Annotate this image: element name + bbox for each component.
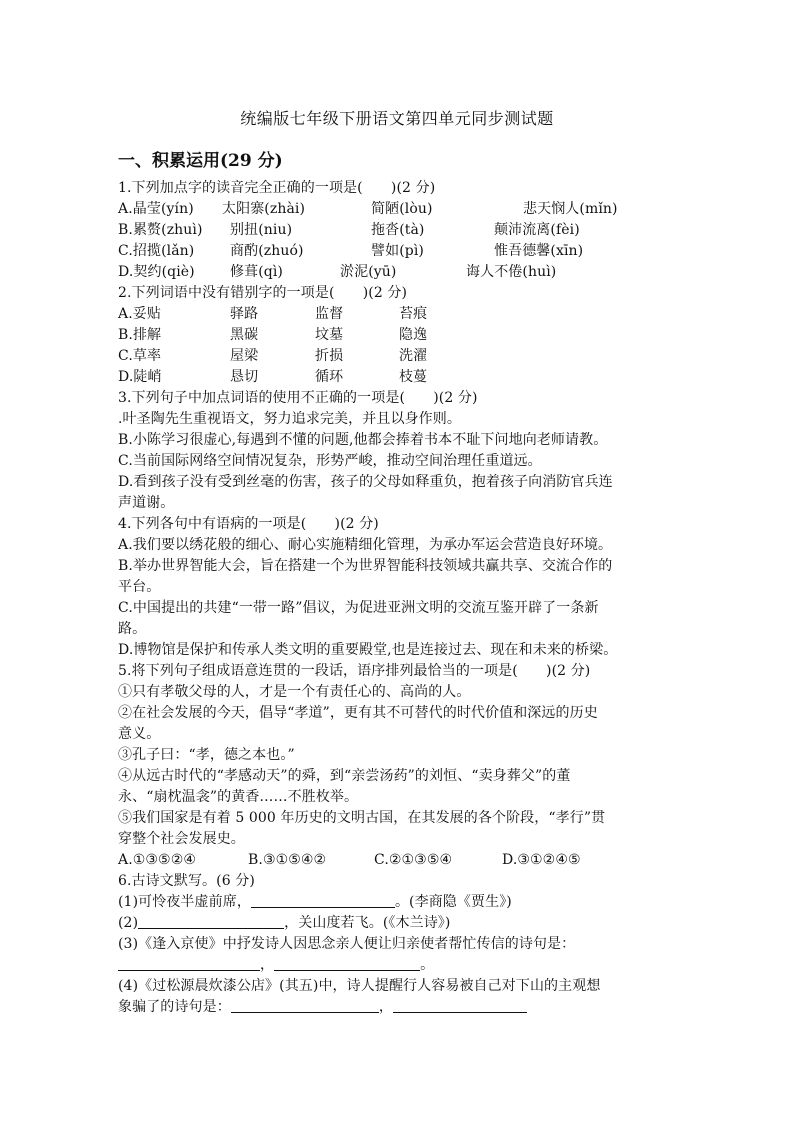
question-4-line: 平台。: [118, 579, 161, 595]
option-cell: 枝蔓: [399, 369, 428, 385]
separator: ，: [260, 957, 275, 973]
question-3-stem: 3.下列句子中加点词语的使用不正确的一项是( )(2 分): [118, 390, 478, 406]
option-cell: 修葺(qì): [230, 264, 283, 280]
separator: ，: [378, 999, 393, 1015]
option-cell: 悲天悯人(mǐn): [523, 201, 618, 217]
question-2-stem: 2.下列词语中没有错别字的一项是( )(2 分): [118, 285, 408, 301]
prompt-text: (1)可怜夜半虚前席，: [118, 894, 251, 910]
answer-blank[interactable]: [251, 893, 395, 908]
option-cell: 隐逸: [399, 327, 428, 343]
answer-blank[interactable]: [274, 956, 420, 971]
page-title: 统编版七年级下册语文第四单元同步测试题: [240, 109, 554, 128]
question-6-part-1: [118, 892, 678, 913]
option-cell: 淤泥(yū): [340, 264, 397, 280]
source-text: 。(李商隐《贾生》): [394, 894, 512, 910]
option-cell: 恳切: [230, 369, 259, 385]
question-3-line: D.看到孩子没有受到丝毫的伤害，孩子的父母如释重负，抱着孩子向消防官兵连: [118, 474, 613, 490]
option-cell: 颠沛流离(fèi): [494, 222, 580, 238]
option-cell: 坟墓: [315, 327, 344, 343]
option-cell: B.累赘(zhuì): [118, 222, 203, 238]
option-cell: 驿路: [230, 306, 259, 322]
prompt-text: (2): [118, 915, 139, 931]
answer-blank[interactable]: [231, 998, 379, 1013]
option-cell: 商酌(zhuó): [230, 243, 304, 259]
option-cell: B.排解: [118, 327, 162, 343]
answer-blank[interactable]: [138, 914, 284, 929]
option-cell: 苔痕: [399, 306, 428, 322]
question-3-line: B.小陈学习很虚心,每遇到不懂的问题,他都会捧着书本不耻下问地向老师请教。: [118, 432, 608, 448]
question-1-stem: 1.下列加点字的读音完全正确的一项是( )(2 分): [118, 180, 436, 196]
period: 。: [420, 957, 435, 973]
question-6-part-4: (4)《过松源晨炊漆公店》(其五)中，诗人提醒行人容易被自己对下山的主观想: [118, 978, 601, 994]
answer-blank[interactable]: [118, 956, 260, 971]
question-4-line: C.中国提出的共建“一带一路”倡议，为促进亚洲文明的交流互鉴开辟了一条新: [118, 600, 599, 616]
option-cell: A.妥贴: [118, 306, 161, 322]
question-5-line: 永、“扇枕温衾”的黄香……不胜枚举。: [118, 789, 359, 805]
option-cell: 诲人不倦(huì): [466, 264, 557, 280]
option-cell: C.草率: [118, 348, 162, 364]
question-5-line: 穿整个社会发展史。: [118, 831, 245, 847]
question-5-line: ①只有孝敬父母的人，才是一个有责任心的、高尚的人。: [118, 684, 471, 700]
option-cell: D.契约(qiè): [118, 264, 195, 280]
question-4-line: A.我们要以绣花般的细心、耐心实施精细化管理，为承办军运会营造良好环境。: [118, 537, 613, 553]
question-6-part-3-answer: [118, 955, 678, 976]
question-6-part-4-answer: [118, 997, 678, 1018]
question-5-line: ④从远古时代的“孝感动天”的舜，到“亲尝汤药”的刘恒、“卖身葬父”的董: [118, 768, 571, 784]
option-cell: D.③①②④⑤: [502, 852, 581, 868]
option-cell: 屋梁: [230, 348, 259, 364]
answer-blank[interactable]: [393, 998, 527, 1013]
prompt-text: 象骗了的诗句是：: [118, 999, 231, 1015]
question-5-line: ⑤我们国家是有着 5 000 年历史的文明古国，在其发展的各个阶段，“孝行”贯: [118, 810, 606, 826]
option-cell: 惟吾德馨(xīn): [494, 243, 584, 259]
question-5-line: ②在社会发展的今天，倡导“孝道”，更有其不可替代的时代价值和深远的历史: [118, 705, 598, 721]
question-3-line: C.当前国际网络空间情况复杂，形势严峻，推动空间治理任重道远。: [118, 453, 542, 469]
question-5-line: 意义。: [118, 726, 161, 742]
question-4-line: B.举办世界智能大会，旨在搭建一个为世界智能科技领域共赢共享、交流合作的: [118, 558, 613, 574]
question-5-line: ③孔子曰：“孝，德之本也。”: [118, 747, 295, 763]
option-cell: 监督: [315, 306, 344, 322]
question-4-line: 路。: [118, 621, 147, 637]
question-3-line: 声道谢。: [118, 495, 175, 511]
option-cell: 拖沓(tà): [371, 222, 425, 238]
option-cell: 太阳寨(zhài): [222, 201, 306, 217]
option-cell: C.招揽(lǎn): [118, 243, 195, 259]
option-cell: 简陋(lòu): [371, 201, 433, 217]
option-cell: A.①③⑤②④: [118, 852, 197, 868]
option-cell: C.②①③⑤④: [374, 852, 453, 868]
option-cell: 循环: [315, 369, 344, 385]
option-cell: 折损: [315, 348, 344, 364]
option-cell: B.③①⑤④②: [248, 852, 327, 868]
option-cell: 别扭(niu): [230, 222, 293, 238]
section-heading: 一、积累运用(29 分): [118, 151, 283, 171]
question-4-line: D.博物馆是保护和传承人类文明的重要殿堂,也是连接过去、现在和未来的桥梁。: [118, 642, 618, 658]
question-6-stem: 6.古诗文默写。(6 分): [118, 873, 255, 889]
option-cell: 洗濯: [399, 348, 428, 364]
option-cell: 譬如(pì): [371, 243, 424, 259]
question-4-stem: 4.下列各句中有语病的一项是( )(2 分): [118, 516, 379, 532]
question-6-part-2: [118, 913, 678, 934]
option-cell: 黑碳: [230, 327, 259, 343]
question-3-line: .叶圣陶先生重视语文，努力追求完美，并且以身作则。: [118, 411, 461, 427]
option-cell: A.晶莹(yín): [118, 201, 194, 217]
question-6-part-3: (3)《逢入京使》中抒发诗人因思念亲人便让归亲使者帮忙传信的诗句是：: [118, 936, 576, 952]
option-cell: D.陡峭: [118, 369, 162, 385]
question-5-stem: 5.将下列句子组成语意连贯的一段话，语序排列最恰当的一项是( )(2 分): [118, 663, 591, 679]
source-text: ，关山度若飞。(《木兰诗》): [284, 915, 451, 931]
